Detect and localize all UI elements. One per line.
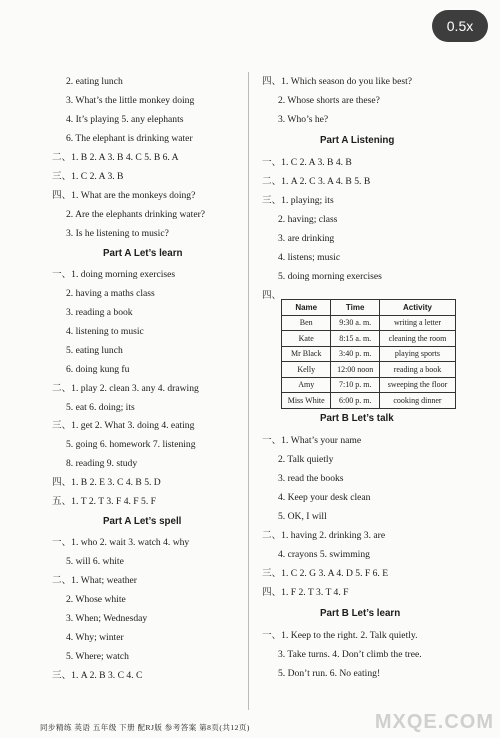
table-cell: 9:30 a. m. bbox=[331, 315, 380, 331]
table-cell: sweeping the floor bbox=[379, 377, 455, 393]
answer-line: 4. listening to music bbox=[66, 326, 144, 337]
table-row bbox=[282, 393, 456, 409]
table-row bbox=[282, 377, 456, 393]
table-cell: Ben bbox=[282, 315, 331, 331]
answer-line: 4. Why; winter bbox=[66, 632, 124, 643]
answer-line: 2. having a maths class bbox=[66, 288, 155, 299]
table-row bbox=[282, 346, 456, 362]
section-heading: Part B Let’s learn bbox=[320, 608, 401, 619]
answer-line: 2. Are the elephants drinking water? bbox=[66, 209, 206, 220]
answer-line: 三、1. playing; its bbox=[262, 195, 334, 206]
table-cell: Kelly bbox=[282, 362, 331, 378]
answer-line: 一、1. C 2. A 3. B 4. B bbox=[262, 157, 352, 168]
answer-line: 三、1. C 2. A 3. B bbox=[52, 171, 124, 182]
table-header-cell: Time bbox=[331, 300, 380, 316]
answer-line: 3. When; Wednesday bbox=[66, 613, 148, 624]
answer-line: 4. Keep your desk clean bbox=[278, 492, 371, 503]
table-header-cell: Name bbox=[282, 300, 331, 316]
answer-line: 五、1. T 2. T 3. F 4. F 5. F bbox=[52, 496, 156, 507]
answer-line: 3. are drinking bbox=[278, 233, 335, 244]
answer-line: 三、1. A 2. B 3. C 4. C bbox=[52, 670, 143, 681]
answer-line: 二、1. having 2. drinking 3. are bbox=[262, 530, 386, 541]
answer-line: 四、 bbox=[262, 290, 282, 301]
table-header-cell: Activity bbox=[379, 300, 455, 316]
answer-line: 5. doing morning exercises bbox=[278, 271, 382, 282]
answer-line: 一、1. Keep to the right. 2. Talk quietly. bbox=[262, 630, 418, 641]
answer-line: 二、1. B 2. A 3. B 4. C 5. B 6. A bbox=[52, 152, 179, 163]
answer-line: 5. will 6. white bbox=[66, 556, 124, 567]
table-cell: 7:10 p. m. bbox=[331, 377, 380, 393]
answer-line: 四、1. F 2. T 3. T 4. F bbox=[262, 587, 349, 598]
answer-line: 2. having; class bbox=[278, 214, 338, 225]
section-heading: Part A Let’s learn bbox=[103, 248, 183, 259]
answer-line: 8. reading 9. study bbox=[66, 458, 138, 469]
table-cell: 6:00 p. m. bbox=[331, 393, 380, 409]
answer-line: 一、1. doing morning exercises bbox=[52, 269, 176, 280]
answer-line: 四、1. What are the monkeys doing? bbox=[52, 190, 196, 201]
section-heading: Part A Let’s spell bbox=[103, 516, 182, 527]
section-heading: Part A Listening bbox=[320, 135, 395, 146]
answer-line: 4. listens; music bbox=[278, 252, 341, 263]
answer-line: 2. Whose shorts are these? bbox=[278, 95, 380, 106]
answer-line: 5. Where; watch bbox=[66, 651, 129, 662]
answer-line: 3. read the books bbox=[278, 473, 344, 484]
answer-line: 一、1. who 2. wait 3. watch 4. why bbox=[52, 537, 190, 548]
answer-line: 四、1. B 2. E 3. C 4. B 5. D bbox=[52, 477, 161, 488]
answer-line: 3. Is he listening to music? bbox=[66, 228, 169, 239]
table-row bbox=[282, 362, 456, 378]
table-cell: Kate bbox=[282, 331, 331, 347]
answer-line: 二、1. A 2. C 3. A 4. B 5. B bbox=[262, 176, 371, 187]
table-cell: reading a book bbox=[379, 362, 455, 378]
answer-line: 5. eat 6. doing; its bbox=[66, 402, 135, 413]
answer-line: 5. eating lunch bbox=[66, 345, 123, 356]
table-cell: cleaning the room bbox=[379, 331, 455, 347]
table-cell: 12:00 noon bbox=[331, 362, 380, 378]
answer-line: 5. going 6. homework 7. listening bbox=[66, 439, 196, 450]
table-cell: cooking dinner bbox=[379, 393, 455, 409]
site-watermark: MXQE.COM bbox=[374, 711, 494, 733]
answer-line: 3. Who’s he? bbox=[278, 114, 329, 125]
answer-line: 二、1. What; weather bbox=[52, 575, 137, 586]
table-cell: 8:15 a. m. bbox=[331, 331, 380, 347]
answer-line: 2. Talk quietly bbox=[278, 454, 334, 465]
table-cell: writing a letter bbox=[379, 315, 455, 331]
answer-line: 2. eating lunch bbox=[66, 76, 123, 87]
table-cell: playing sports bbox=[379, 346, 455, 362]
table-row bbox=[282, 331, 456, 347]
answer-line: 6. doing kung fu bbox=[66, 364, 130, 375]
answer-line: 4. It’s playing 5. any elephants bbox=[66, 114, 184, 125]
answer-line: 3. What’s the little monkey doing bbox=[66, 95, 195, 106]
answer-line: 6. The elephant is drinking water bbox=[66, 133, 193, 144]
answer-line: 4. crayons 5. swimming bbox=[278, 549, 370, 560]
answer-line: 2. Whose white bbox=[66, 594, 126, 605]
page-footer: 同步精练 英语 五年级 下册 配RJ版 参考答案 第8页(共12页) bbox=[40, 723, 250, 732]
answer-line: 三、1. get 2. What 3. doing 4. eating bbox=[52, 420, 195, 431]
zoom-level-badge[interactable]: 0.5x bbox=[432, 10, 488, 42]
activity-table bbox=[281, 299, 456, 409]
table-cell: Miss White bbox=[282, 393, 331, 409]
column-divider bbox=[248, 72, 249, 710]
answer-line: 一、1. What’s your name bbox=[262, 435, 362, 446]
section-heading: Part B Let’s talk bbox=[320, 413, 394, 424]
answer-line: 5. OK, I will bbox=[278, 511, 327, 522]
answer-line: 3. Take turns. 4. Don’t climb the tree. bbox=[278, 649, 422, 660]
table-row bbox=[282, 315, 456, 331]
answer-line: 四、1. Which season do you like best? bbox=[262, 76, 413, 87]
table-cell: Amy bbox=[282, 377, 331, 393]
answer-line: 5. Don’t run. 6. No eating! bbox=[278, 668, 381, 679]
table-cell: 3:40 p. m. bbox=[331, 346, 380, 362]
answer-line: 3. reading a book bbox=[66, 307, 133, 318]
answer-line: 三、1. C 2. G 3. A 4. D 5. F 6. E bbox=[262, 568, 389, 579]
answer-line: 二、1. play 2. clean 3. any 4. drawing bbox=[52, 383, 199, 394]
table-cell: Mr Black bbox=[282, 346, 331, 362]
table-header-row bbox=[282, 300, 456, 316]
